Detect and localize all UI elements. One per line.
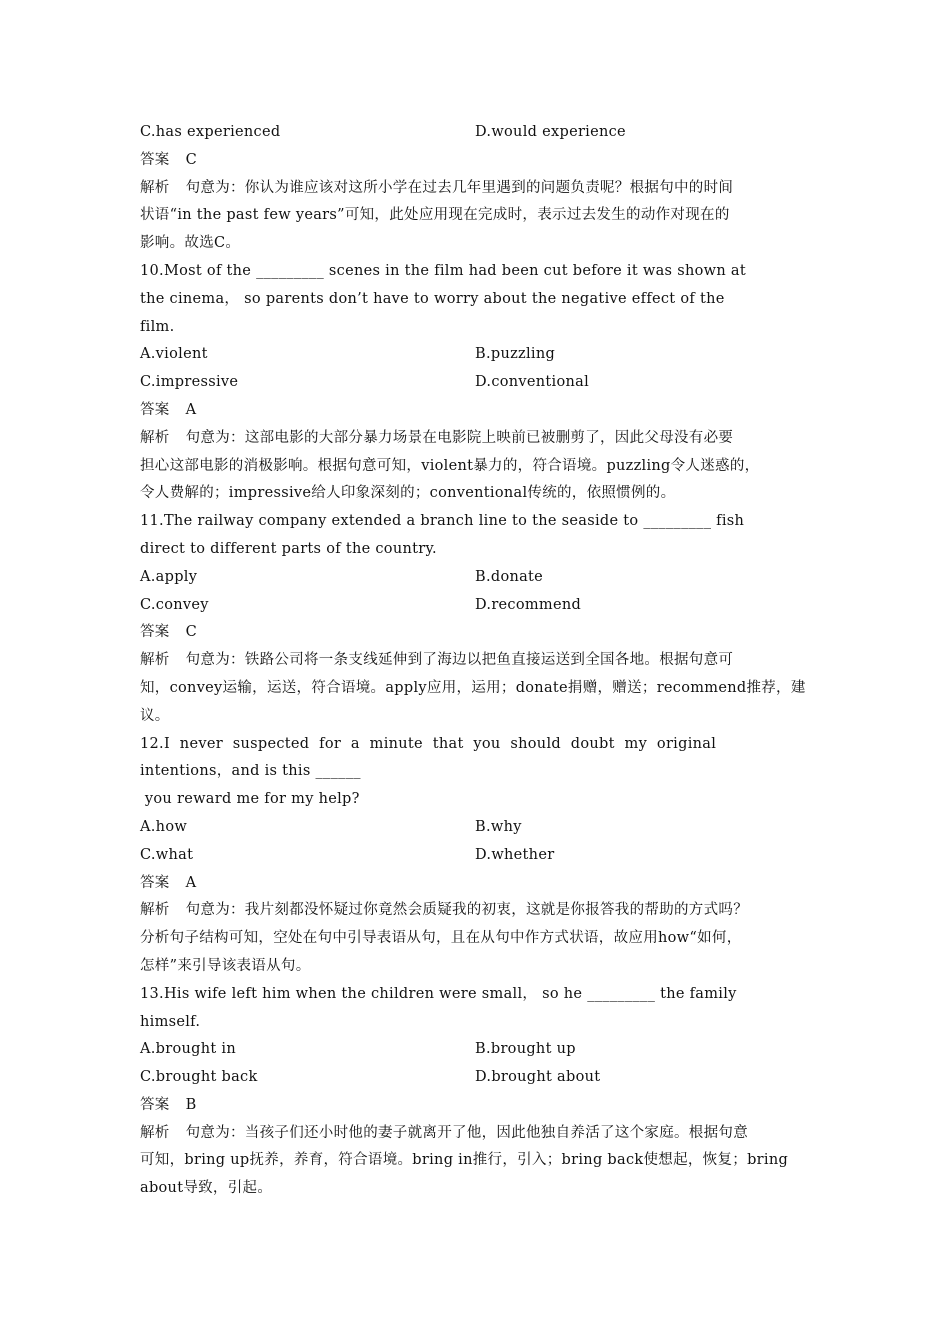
question-list: [140, 119, 810, 1203]
q11-explanation-line: 知，convey运输，运送，符合语境。apply应用，运用；donate捐赠，赠送；recommend推荐，建: [140, 679, 806, 696]
q9-option-d: D.would experience: [475, 124, 626, 140]
q13-answer: 答案 B: [140, 1096, 197, 1113]
q11-explanation-line: 解析 句意为：铁路公司将一条支线延伸到了海边以把鱼直接运送到全国各地。根据句意可: [140, 652, 734, 669]
q13-option-c: C.brought back: [140, 1069, 258, 1086]
q10-explanation-line: 令人费解的；impressive给人印象深刻的；conventional传统的，依照惯例的。: [140, 485, 676, 502]
q12-options-row: [140, 842, 810, 870]
q11-explanation-line: 议。: [140, 707, 170, 724]
q10-explanation-line: 解析 句意为：这部电影的大部分暴力场景在电影院上映前已被删剪了，因此父母没有必要: [140, 429, 734, 446]
q13-stem-line: himself.: [140, 1013, 201, 1030]
q10-option-b: B.puzzling: [475, 346, 556, 363]
q10-options-row: [140, 341, 810, 369]
q12-explanation-line: 怎样”来引导该表语从句。: [140, 957, 311, 974]
q9-option-c: C.has experienced: [140, 124, 281, 140]
q12-option-c: C.what: [140, 846, 194, 863]
q10-stem-line: 10.Most of the _________ scenes in the film had been cut before it was shown at: [140, 262, 746, 279]
q11-option-d: D.recommend: [475, 596, 582, 613]
q13-option-b: B.brought up: [475, 1041, 576, 1058]
q11-options-row: [140, 564, 810, 592]
q10-stem-line: film.: [140, 318, 175, 335]
q10-option-c: C.impressive: [140, 374, 239, 391]
q13-stem-line: 13.His wife left him when the children were small， so he _________ the family: [140, 985, 737, 1002]
q12-option-a: A.how: [140, 818, 188, 835]
q12-stem-line: 12.I never suspected for a minute that you should doubt my original: [140, 735, 717, 752]
q10-option-a: A.violent: [140, 346, 208, 363]
q9-explanation-line: 状语“in the past few years”可知，此处应用现在完成时，表示过去发生的动作对现在的: [140, 207, 730, 224]
q11-stem-line: direct to different parts of the country.: [140, 540, 437, 557]
q9-explanation-line: 解析 句意为：你认为谁应该对这所小学在过去几年里遇到的问题负责呢？根据句中的时间: [140, 179, 734, 196]
q12-stem-line: you reward me for my help?: [140, 791, 360, 808]
q11-stem-line: 11.The railway company extended a branch line to the seaside to _________ fish: [140, 513, 745, 530]
q10-explanation-line: 担心这部电影的消极影响。根据句意可知，violent暴力的，符合语境。puzzling令人迷惑的，: [140, 457, 760, 474]
q12-options-row: [140, 814, 810, 842]
q13-option-d: D.brought about: [475, 1069, 601, 1086]
q13-options-row: [140, 1036, 810, 1064]
q10-option-d: D.conventional: [475, 374, 590, 391]
q12-explanation-line: 分析句子结构可知，空处在句中引导表语从句，且在从句中作方式状语，故应用how“如何，: [140, 930, 742, 947]
q11-answer: 答案 C: [140, 624, 198, 641]
q9-answer: 答案 C: [140, 151, 198, 168]
q11-option-a: A.apply: [140, 568, 198, 585]
q12-option-b: B.why: [475, 818, 522, 835]
q13-option-a: A.brought in: [140, 1041, 236, 1058]
q12-stem-line: intentions，and is this ______: [140, 763, 361, 780]
q10-stem-line: the cinema， so parents don’t have to worry about the negative effect of the: [140, 290, 725, 307]
q12-answer: 答案 A: [140, 874, 197, 891]
q9-options-row: [140, 119, 810, 147]
q11-options-row: [140, 592, 810, 620]
q13-explanation-line: 解析 句意为：当孩子们还小时他的妻子就离开了他，因此他独自养活了这个家庭。根据句意: [140, 1124, 749, 1141]
q10-answer: 答案 A: [140, 401, 197, 418]
q12-option-d: D.whether: [475, 846, 555, 863]
q11-option-b: B.donate: [475, 568, 544, 585]
q12-explanation-line: 解析 句意为：我片刻都没怀疑过你竟然会质疑我的初衷，这就是你报答我的帮助的方式吗？: [140, 902, 749, 919]
q9-explanation-line: 影响。故选C。: [140, 235, 241, 252]
q10-options-row: [140, 369, 810, 397]
q11-option-c: C.convey: [140, 596, 209, 613]
q13-explanation-line: about导致，引起。: [140, 1180, 273, 1197]
q13-options-row: [140, 1064, 810, 1092]
q13-explanation-line: 可知，bring up抚养，养育，符合语境。bring in推行，引入；bring back使想起，恢复；bring: [140, 1152, 789, 1169]
